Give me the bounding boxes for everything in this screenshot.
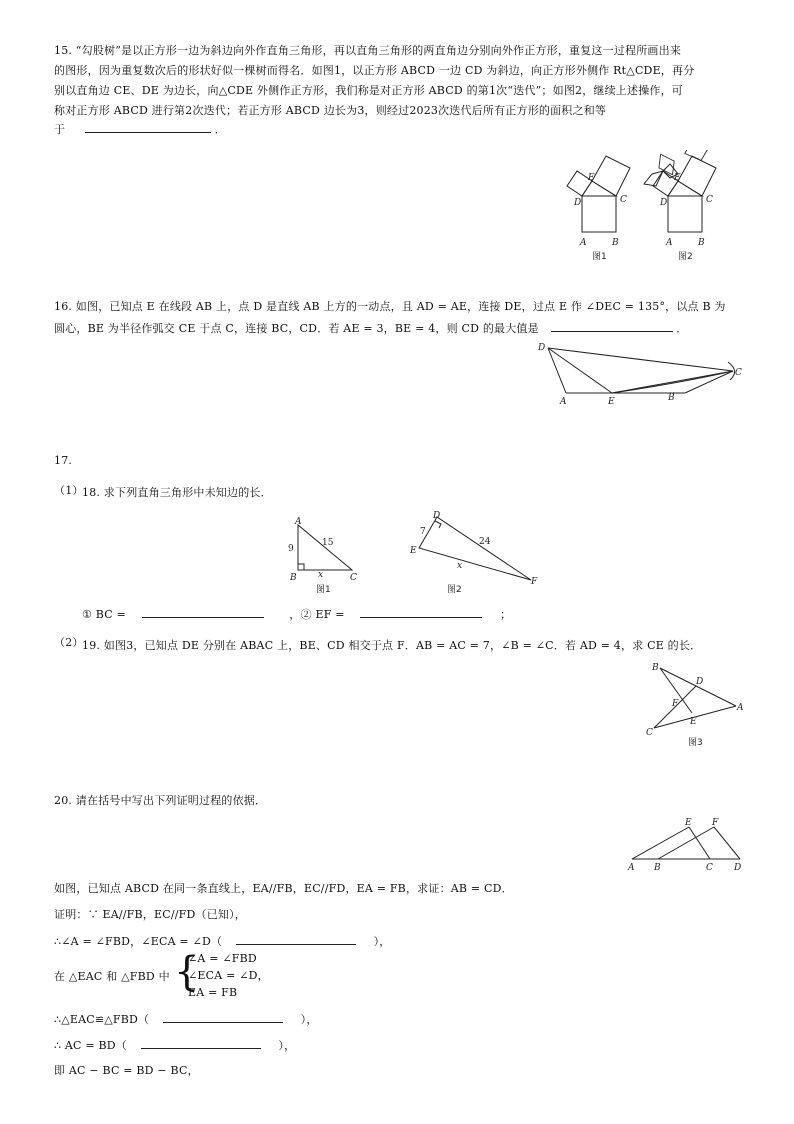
fig1-label-d: D: [574, 198, 582, 208]
q15-line5-suffix: ．: [214, 123, 226, 136]
q20-step2-blank[interactable]: [163, 1008, 283, 1023]
q17-part1-tag: （1）: [54, 484, 84, 497]
q20-label-d: D: [734, 863, 742, 873]
q20-step2-end: ），: [300, 1013, 318, 1026]
fig2-square-abcd: [668, 196, 702, 232]
q17-fig1-caption: 图1: [316, 585, 331, 595]
q17-fig1-side-15: 15: [322, 538, 334, 548]
q20-sys1: ∠A = ∠FBD: [188, 952, 257, 965]
q20-proof-start: 证明：∵ EA//FB，EC//FD（已知），: [54, 908, 247, 921]
q17-fig1-label-b: B: [290, 573, 297, 583]
q16-line2-prefix: 圆心，BE 为半径作弧交 CE 于点 C，连接 BC，CD．若 AE = 3，BE = 4，则 CD 的最大值是: [54, 322, 539, 335]
q20-step1-end: ），: [373, 935, 391, 948]
q16-label-d: D: [538, 343, 546, 353]
q15-answer-blank[interactable]: [85, 118, 211, 133]
q20-in-triangles: 在 △EAC 和 △FBD 中: [54, 970, 170, 983]
q20-step3-text: ∴ AC = BD（: [54, 1039, 127, 1052]
q17-part1-text: 18. 求下列直角三角形中未知边的长．: [82, 486, 272, 499]
q20-label-c: C: [706, 863, 713, 873]
q16-line2-suffix: ．: [676, 322, 688, 335]
fig2-label-c: C: [706, 195, 713, 205]
q17-number: 17.: [54, 454, 73, 467]
q15-figures: [560, 150, 760, 265]
q20-step3-end: ），: [278, 1039, 296, 1052]
q16-figure: [530, 338, 750, 410]
q17-fig1-side-x: x: [318, 570, 324, 580]
q17-fig2-label-f: F: [531, 577, 538, 587]
q17-fig3-label-b: B: [652, 663, 659, 673]
q20-figure: [622, 815, 752, 873]
q20-label-a: A: [628, 863, 635, 873]
q15-line2: 的图形，因为重复数次后的形状好似一棵树而得名．如图1，以正方形 ABCD 一边 CD 为斜边，向正方形外侧作 Rt△CDE，再分: [54, 64, 695, 77]
q17-fig2-side-x: x: [457, 561, 463, 571]
q20-sys3: EA = FB: [188, 986, 238, 999]
q17-answer-ef-blank[interactable]: [360, 603, 482, 618]
q17-answer-line: [82, 603, 511, 626]
q16-label-e: E: [608, 397, 615, 407]
q17-fig3-label-e: E: [690, 717, 697, 727]
q20-step2: [54, 1008, 318, 1031]
q17-fig3-caption: 图3: [688, 738, 703, 748]
q17-fig2-caption: 图2: [447, 585, 462, 595]
fig1-square-ce: [592, 156, 630, 196]
q20-line1: 20. 请在括号中写出下列证明过程的依据．: [54, 794, 267, 807]
fig2-label-e: E: [674, 173, 681, 183]
q20-sys2: ∠ECA = ∠D，: [188, 969, 269, 982]
fig2-square-ce: [678, 156, 716, 196]
q20-system-brace: {: [174, 949, 200, 995]
q17-answer-bc-blank[interactable]: [142, 603, 264, 618]
q17-fig2-label-e: E: [410, 546, 417, 556]
q16-line2: [54, 317, 687, 340]
q17-fig1-label-c: C: [350, 573, 357, 583]
q20-given: 如图，已知点 ABCD 在同一条直线上，EA//FB，EC//FD，EA = FB，求证：AB = CD．: [54, 882, 513, 895]
fig1-square-abcd: [582, 196, 616, 232]
q17-fig3-label-c: C: [646, 728, 653, 738]
q20-step1-blank[interactable]: [236, 930, 356, 945]
q20-step1: [54, 930, 391, 953]
q15-line5-prefix: 于: [54, 123, 66, 136]
q17-fig1-side-9: 9: [288, 544, 294, 554]
q17-fig3-label-f: F: [672, 699, 679, 709]
fig2-label-a: A: [666, 238, 673, 248]
q17-fig2: [405, 508, 545, 598]
q16-label-c: C: [735, 368, 742, 378]
q20-step3: [54, 1034, 295, 1057]
q20-label-e: E: [685, 818, 692, 828]
q17-fig3-label-a: A: [737, 703, 744, 713]
fig1-label-c: C: [620, 195, 627, 205]
q20-step3-blank[interactable]: [141, 1034, 261, 1049]
q17-fig1: [280, 515, 370, 597]
q15-line3: 别以直角边 CE、DE 为边长，向△CDE 外侧作正方形，我们称是对正方形 ABCD 的第1次“迭代”；如图2，继续上述操作，可: [54, 84, 684, 97]
q17-fig2-side-24: 24: [479, 537, 491, 547]
fig1-caption: 图1: [592, 252, 607, 262]
q17-part2-text: 19. 如图3，已知点 DE 分别在 ABAC 上，BE、CD 相交于点 F．AB = AC = 7，∠B = ∠C．若 AD = 4，求 CE 的长．: [82, 639, 702, 652]
q20-step2-text: ∴△EAC≌△FBD（: [54, 1013, 150, 1026]
fig2-label-d: D: [660, 198, 668, 208]
q17-part2-tag: （2）: [54, 636, 84, 649]
fig2-square-left-a: [644, 171, 663, 186]
q16-label-b: B: [668, 393, 675, 403]
q15-line5: [54, 118, 226, 141]
q17-answer-bc-label: ① BC =: [82, 608, 126, 621]
q16-answer-blank[interactable]: [551, 317, 673, 332]
q17-fig1-label-a: A: [295, 517, 302, 527]
q20-step4: 即 AC − BC = BD − BC，: [54, 1064, 199, 1077]
fig2-square-top-right: [685, 150, 714, 161]
fig2-caption: 图2: [678, 252, 693, 262]
q17-fig3: [640, 658, 750, 750]
q17-answer-end: ；: [500, 608, 512, 621]
q17-fig2-side-7: 7: [420, 527, 426, 537]
q17-fig3-label-d: D: [696, 677, 704, 687]
q16-label-a: A: [560, 397, 567, 407]
q15-line4: 称对正方形 ABCD 进行第2次迭代；若正方形 ABCD 边长为3，则经过2023次迭代后所有正方形的面积之和等: [54, 104, 607, 117]
fig1-label-e: E: [588, 173, 595, 183]
fig2-label-b: B: [698, 238, 705, 248]
q17-fig2-label-d: D: [433, 511, 441, 521]
q17-answer-ef-label: ，② EF =: [289, 608, 345, 621]
q20-step1-text: ∴∠A = ∠FBD，∠ECA = ∠D（: [54, 935, 223, 948]
q20-label-b: B: [654, 863, 661, 873]
fig1-label-a: A: [580, 238, 587, 248]
q15-line1: 15. “勾股树”是以正方形一边为斜边向外作直角三角形，再以直角三角形的两直角边分别向外作正方形，重复这一过程所画出来: [54, 44, 682, 57]
fig1-label-b: B: [612, 238, 619, 248]
q20-label-f: F: [712, 818, 719, 828]
q16-line1: 16. 如图，已知点 E 在线段 AB 上，点 D 是直线 AB 上方的一动点，且 AD = AE，连接 DE，过点 E 作 ∠DEC = 135°，以点 B 为: [54, 300, 726, 313]
